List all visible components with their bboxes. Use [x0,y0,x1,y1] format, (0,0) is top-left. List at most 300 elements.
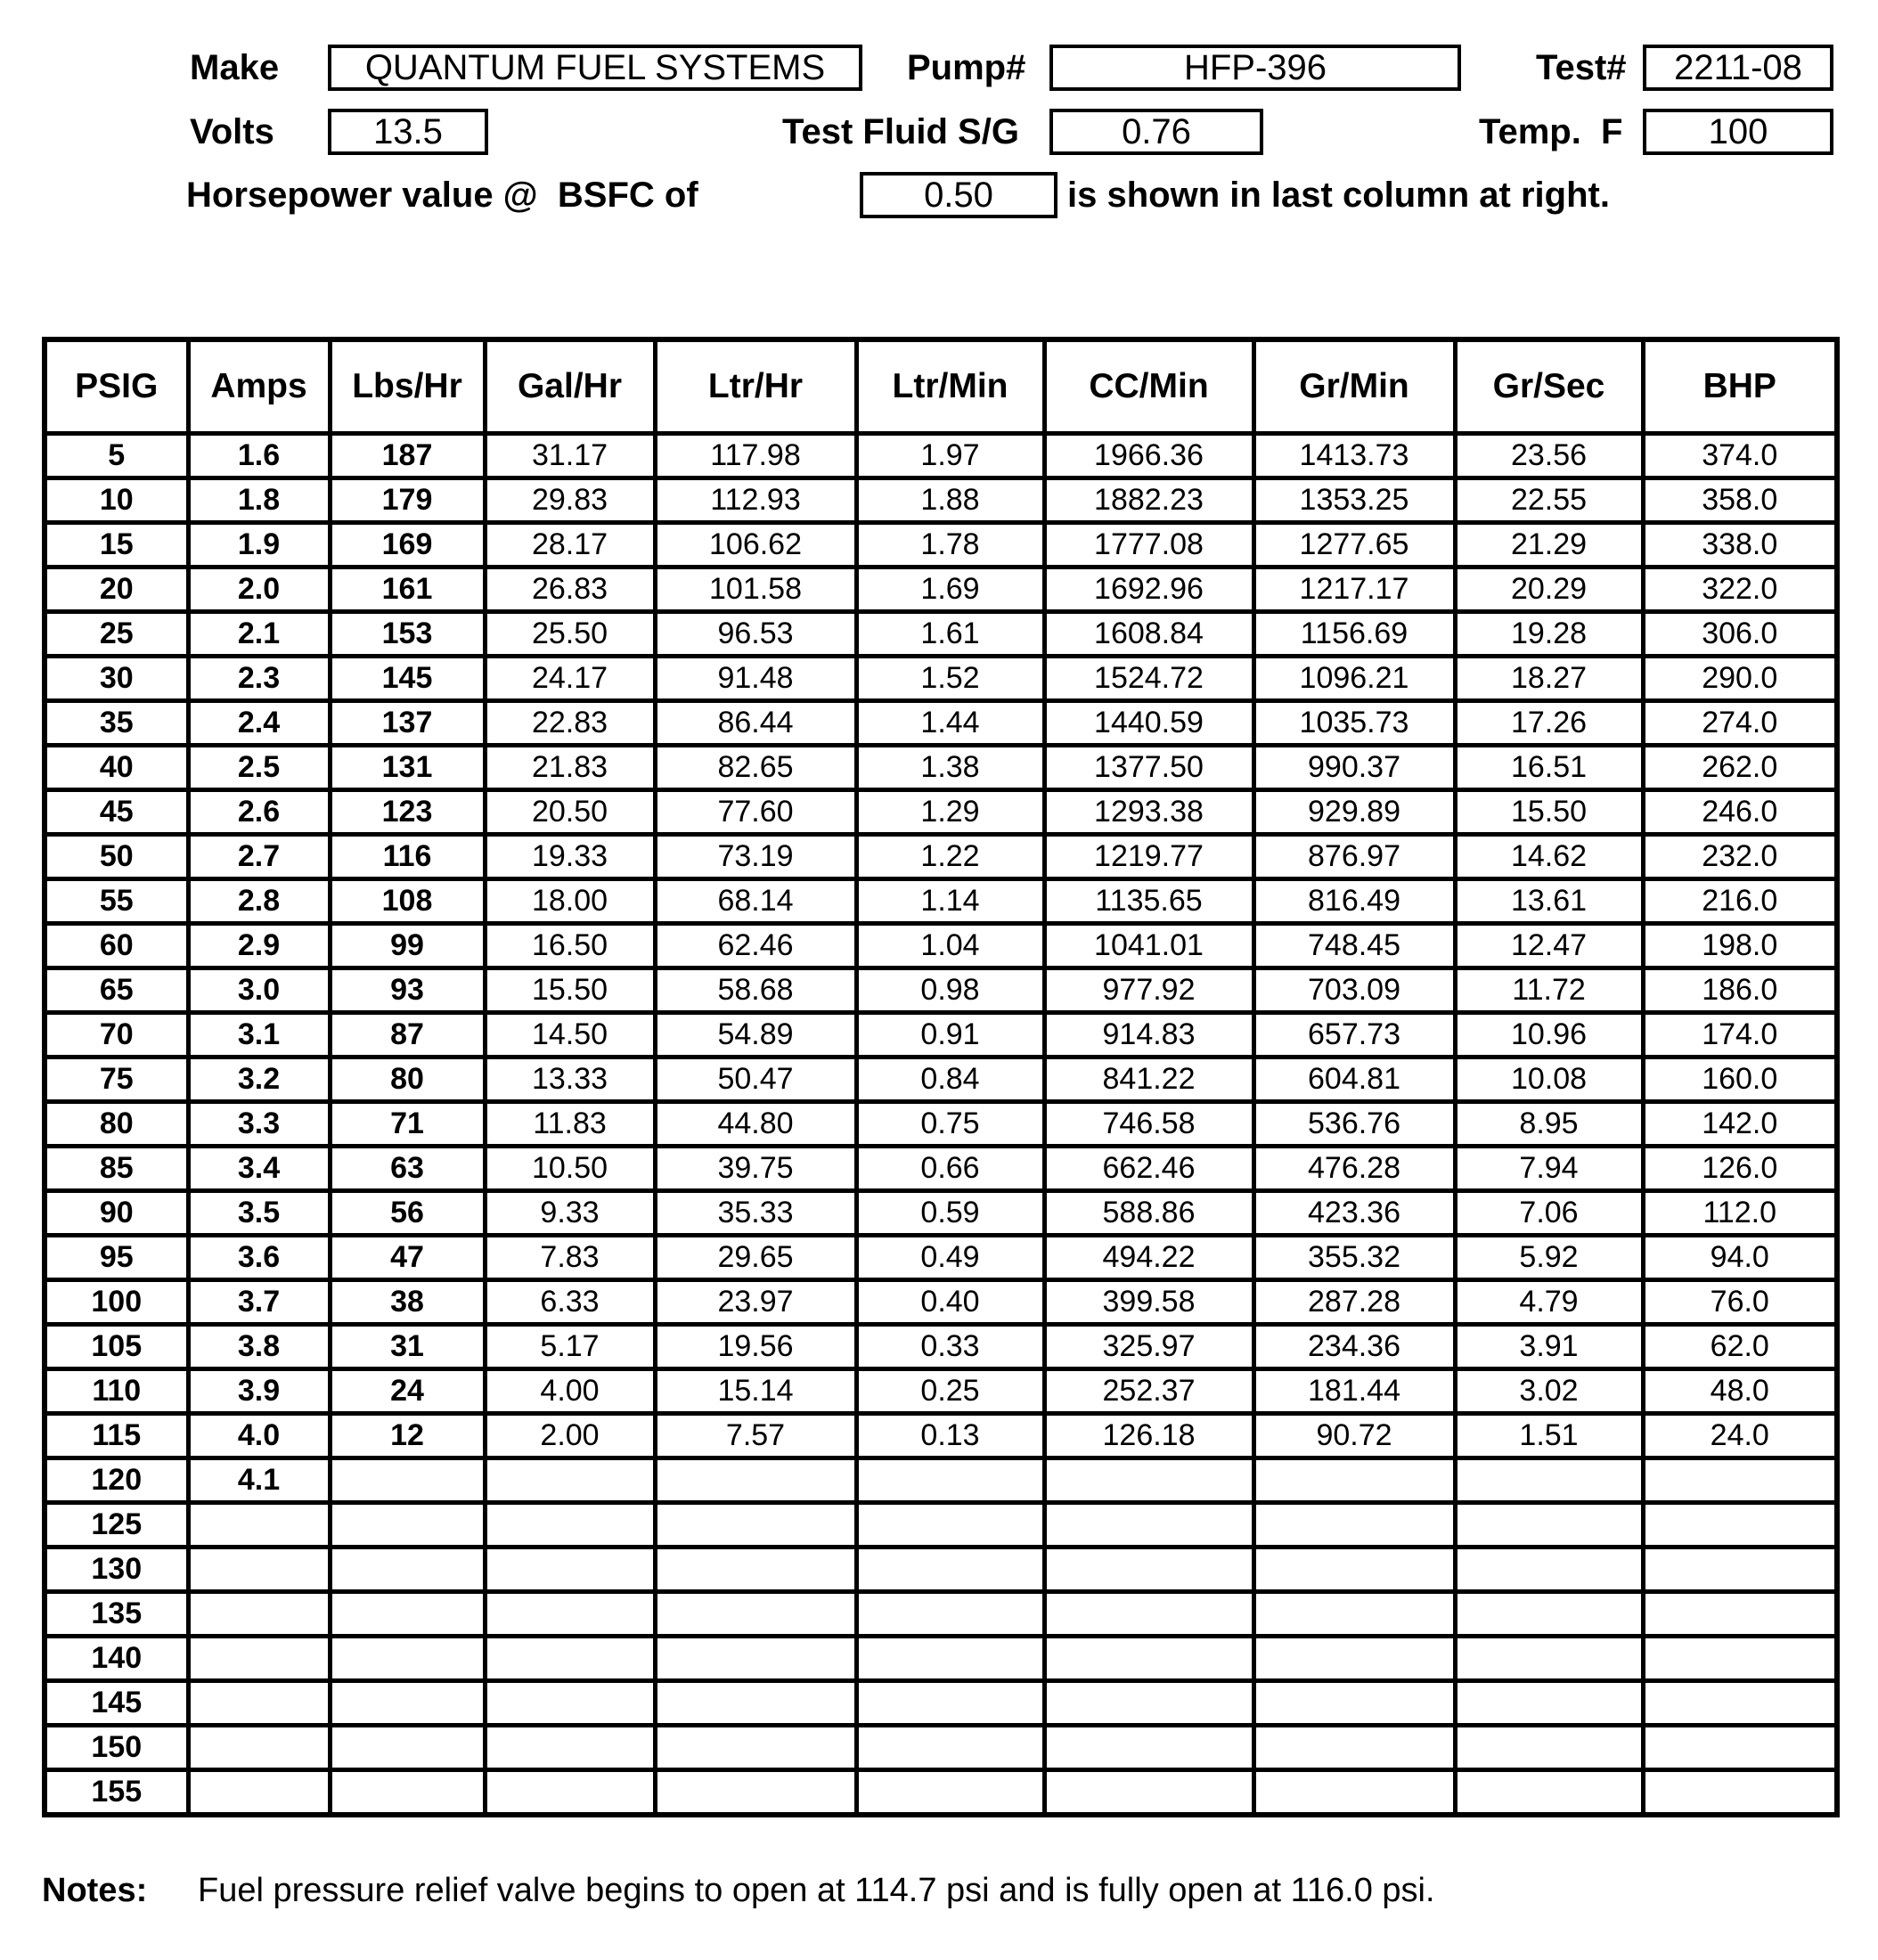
cell: 1.61 [856,612,1044,657]
cell: 25.50 [485,612,655,657]
cell: 338.0 [1643,523,1837,568]
cell: 20 [45,568,188,612]
table-row [45,434,1837,478]
cell: 179 [330,478,485,523]
cell: 15.14 [655,1369,856,1414]
cell [856,1592,1044,1637]
cell: 10 [45,478,188,523]
cell: 150 [45,1726,188,1770]
pump-number-input[interactable]: HFP-396 [1049,45,1461,91]
cell: 35.33 [655,1191,856,1236]
cell: 125 [45,1503,188,1548]
cell: 99 [330,924,485,968]
cell: 18.00 [485,879,655,924]
table-row [45,790,1837,835]
cell: 1777.08 [1044,523,1253,568]
bsfc-suffix-label: is shown in last column at right. [1067,176,1610,215]
volts-input[interactable]: 13.5 [328,109,488,155]
cell: 90 [45,1191,188,1236]
cell: 131 [330,746,485,790]
cell: 135 [45,1592,188,1637]
cell: 155 [45,1770,188,1816]
cell: 86.44 [655,701,856,746]
cell: 1524.72 [1044,657,1253,701]
cell [655,1681,856,1726]
table-row [45,1592,1837,1637]
cell: 50 [45,835,188,879]
cell: 47 [330,1236,485,1280]
cell: 23.97 [655,1280,856,1325]
cell: 476.28 [1253,1147,1455,1191]
cell [1253,1681,1455,1726]
cell: 287.28 [1253,1280,1455,1325]
cell: 1.51 [1455,1414,1643,1458]
cell: 94.0 [1643,1236,1837,1280]
column-header: Gal/Hr [485,339,655,434]
cell: 1.78 [856,523,1044,568]
cell: 77.60 [655,790,856,835]
cell: 657.73 [1253,1013,1455,1058]
column-header: Gr/Sec [1455,339,1643,434]
cell: 4.00 [485,1369,655,1414]
cell: 746.58 [1044,1102,1253,1147]
cell: 5.17 [485,1325,655,1369]
cell: 130 [45,1548,188,1592]
make-input[interactable]: QUANTUM FUEL SYSTEMS [328,45,862,91]
cell: 536.76 [1253,1102,1455,1147]
cell [485,1503,655,1548]
cell: 234.36 [1253,1325,1455,1369]
cell: 0.91 [856,1013,1044,1058]
table-row [45,523,1837,568]
cell: 232.0 [1643,835,1837,879]
cell: 96.53 [655,612,856,657]
cell: 15.50 [1455,790,1643,835]
cell: 29.83 [485,478,655,523]
bsfc-input[interactable]: 0.50 [860,172,1057,218]
cell: 2.9 [188,924,330,968]
cell: 14.50 [485,1013,655,1058]
cell: 140 [45,1637,188,1681]
cell: 662.46 [1044,1147,1253,1191]
table-row [45,1548,1837,1592]
cell: 816.49 [1253,879,1455,924]
cell [1253,1726,1455,1770]
cell: 12.47 [1455,924,1643,968]
cell: 703.09 [1253,968,1455,1013]
table-row [45,1280,1837,1325]
cell: 35 [45,701,188,746]
cell: 2.5 [188,746,330,790]
cell: 7.94 [1455,1147,1643,1191]
cell: 841.22 [1044,1058,1253,1102]
cell [1455,1770,1643,1816]
cell [1253,1770,1455,1816]
cell [330,1770,485,1816]
cell: 1156.69 [1253,612,1455,657]
cell [1044,1637,1253,1681]
table-row [45,1369,1837,1414]
cell: 494.22 [1044,1236,1253,1280]
cell: 3.0 [188,968,330,1013]
cell: 0.40 [856,1280,1044,1325]
cell: 62.46 [655,924,856,968]
cell: 22.83 [485,701,655,746]
cell: 1.69 [856,568,1044,612]
cell: 1.38 [856,746,1044,790]
test-number-input[interactable]: 2211-08 [1643,45,1833,91]
cell: 11.83 [485,1102,655,1147]
cell: 0.59 [856,1191,1044,1236]
cell: 1413.73 [1253,434,1455,478]
cell: 0.98 [856,968,1044,1013]
cell: 56 [330,1191,485,1236]
cell: 3.2 [188,1058,330,1102]
cell: 76.0 [1643,1280,1837,1325]
cell: 1692.96 [1044,568,1253,612]
cell: 2.4 [188,701,330,746]
table-row [45,1770,1837,1816]
cell [188,1726,330,1770]
cell: 1219.77 [1044,835,1253,879]
cell [655,1503,856,1548]
cell: 70 [45,1013,188,1058]
cell: 0.66 [856,1147,1044,1191]
cell [1455,1503,1643,1548]
cell [330,1503,485,1548]
cell: 186.0 [1643,968,1837,1013]
cell: 91.48 [655,657,856,701]
table-row [45,657,1837,701]
cell [1455,1726,1643,1770]
cell: 25 [45,612,188,657]
cell [1044,1681,1253,1726]
cell: 929.89 [1253,790,1455,835]
table-row [45,746,1837,790]
table-row [45,1458,1837,1503]
cell: 0.75 [856,1102,1044,1147]
cell [1044,1503,1253,1548]
cell: 31 [330,1325,485,1369]
column-header: Gr/Min [1253,339,1455,434]
cell: 374.0 [1643,434,1837,478]
table-row [45,1102,1837,1147]
cell: 105 [45,1325,188,1369]
cell [1643,1681,1837,1726]
cell [856,1548,1044,1592]
cell: 1293.38 [1044,790,1253,835]
cell: 1041.01 [1044,924,1253,968]
flow-data-table [42,337,1840,1817]
table-row [45,1058,1837,1102]
cell: 290.0 [1643,657,1837,701]
cell: 31.17 [485,434,655,478]
cell: 4.79 [1455,1280,1643,1325]
cell: 1277.65 [1253,523,1455,568]
table-row [45,1681,1837,1726]
cell [655,1592,856,1637]
table-row [45,1325,1837,1369]
cell: 15 [45,523,188,568]
cell [1253,1458,1455,1503]
cell: 252.37 [1044,1369,1253,1414]
cell: 1.97 [856,434,1044,478]
cell: 1.6 [188,434,330,478]
cell: 2.7 [188,835,330,879]
cell: 106.62 [655,523,856,568]
cell: 2.00 [485,1414,655,1458]
table-header-row [45,339,1837,434]
cell [655,1726,856,1770]
cell: 20.29 [1455,568,1643,612]
table-row [45,1414,1837,1458]
cell: 19.28 [1455,612,1643,657]
cell [485,1548,655,1592]
cell: 322.0 [1643,568,1837,612]
cell [188,1548,330,1592]
cell: 39.75 [655,1147,856,1191]
cell: 82.65 [655,746,856,790]
cell: 18.27 [1455,657,1643,701]
cell: 10.08 [1455,1058,1643,1102]
cell [330,1637,485,1681]
cell: 174.0 [1643,1013,1837,1058]
cell: 126.18 [1044,1414,1253,1458]
cell: 1096.21 [1253,657,1455,701]
cell [485,1458,655,1503]
cell: 181.44 [1253,1369,1455,1414]
pump-number-label: Pump# [907,48,1026,87]
cell: 90.72 [1253,1414,1455,1458]
cell [1643,1458,1837,1503]
cell: 24 [330,1369,485,1414]
cell: 28.17 [485,523,655,568]
cell: 44.80 [655,1102,856,1147]
cell: 7.57 [655,1414,856,1458]
cell [1044,1458,1253,1503]
temp-label: Temp. F [1479,112,1623,151]
cell: 1882.23 [1044,478,1253,523]
cell [188,1637,330,1681]
cell: 160.0 [1643,1058,1837,1102]
cell: 50.47 [655,1058,856,1102]
cell: 325.97 [1044,1325,1253,1369]
cell: 399.58 [1044,1280,1253,1325]
test-fluid-sg-input[interactable]: 0.76 [1049,109,1263,155]
cell [655,1770,856,1816]
cell: 17.26 [1455,701,1643,746]
cell [856,1503,1044,1548]
cell [188,1770,330,1816]
cell: 13.33 [485,1058,655,1102]
column-header: Lbs/Hr [330,339,485,434]
cell: 22.55 [1455,478,1643,523]
cell: 126.0 [1643,1147,1837,1191]
volts-label: Volts [190,112,274,151]
cell: 87 [330,1013,485,1058]
cell [1643,1503,1837,1548]
cell: 355.32 [1253,1236,1455,1280]
table-row [45,612,1837,657]
cell: 54.89 [655,1013,856,1058]
cell: 48.0 [1643,1369,1837,1414]
cell: 112.0 [1643,1191,1837,1236]
cell: 3.02 [1455,1369,1643,1414]
cell: 26.83 [485,568,655,612]
cell: 7.83 [485,1236,655,1280]
table-row [45,924,1837,968]
cell: 748.45 [1253,924,1455,968]
cell: 977.92 [1044,968,1253,1013]
cell [655,1458,856,1503]
cell: 5 [45,434,188,478]
cell: 1353.25 [1253,478,1455,523]
cell: 1.9 [188,523,330,568]
cell: 45 [45,790,188,835]
table-row [45,701,1837,746]
cell [856,1637,1044,1681]
table-row [45,968,1837,1013]
cell: 1966.36 [1044,434,1253,478]
cell [1643,1770,1837,1816]
cell: 75 [45,1058,188,1102]
cell [1455,1637,1643,1681]
cell: 1608.84 [1044,612,1253,657]
cell [856,1681,1044,1726]
cell: 73.19 [655,835,856,879]
cell: 100 [45,1280,188,1325]
cell: 1.04 [856,924,1044,968]
cell [1253,1637,1455,1681]
cell: 101.58 [655,568,856,612]
cell: 65 [45,968,188,1013]
cell: 990.37 [1253,746,1455,790]
cell: 876.97 [1253,835,1455,879]
bsfc-prefix-label: Horsepower value @ BSFC of [186,176,698,215]
cell [188,1681,330,1726]
cell: 1217.17 [1253,568,1455,612]
cell: 3.5 [188,1191,330,1236]
cell: 2.0 [188,568,330,612]
cell: 14.62 [1455,835,1643,879]
cell [330,1726,485,1770]
cell: 15.50 [485,968,655,1013]
cell [856,1458,1044,1503]
cell [1455,1548,1643,1592]
cell: 137 [330,701,485,746]
cell: 187 [330,434,485,478]
cell: 1.29 [856,790,1044,835]
cell: 1.52 [856,657,1044,701]
column-header: PSIG [45,339,188,434]
column-header: Ltr/Min [856,339,1044,434]
cell: 1440.59 [1044,701,1253,746]
table-row [45,1503,1837,1548]
cell: 108 [330,879,485,924]
cell: 1.14 [856,879,1044,924]
cell: 95 [45,1236,188,1280]
cell: 24.17 [485,657,655,701]
cell [856,1726,1044,1770]
cell: 161 [330,568,485,612]
cell: 1.88 [856,478,1044,523]
column-header: BHP [1643,339,1837,434]
cell [330,1458,485,1503]
cell: 3.8 [188,1325,330,1369]
cell: 2.8 [188,879,330,924]
cell: 12 [330,1414,485,1458]
table-row [45,879,1837,924]
cell: 55 [45,879,188,924]
cell: 10.50 [485,1147,655,1191]
table-row [45,478,1837,523]
cell: 93 [330,968,485,1013]
test-number-label: Test# [1536,48,1627,87]
cell: 16.51 [1455,746,1643,790]
cell: 13.61 [1455,879,1643,924]
table-row [45,568,1837,612]
cell: 23.56 [1455,434,1643,478]
cell: 10.96 [1455,1013,1643,1058]
cell: 40 [45,746,188,790]
cell [1643,1548,1837,1592]
cell: 145 [330,657,485,701]
cell [330,1681,485,1726]
cell: 21.29 [1455,523,1643,568]
cell: 358.0 [1643,478,1837,523]
cell [1044,1592,1253,1637]
cell: 4.0 [188,1414,330,1458]
cell: 24.0 [1643,1414,1837,1458]
cell: 3.6 [188,1236,330,1280]
cell [330,1548,485,1592]
cell: 306.0 [1643,612,1837,657]
cell: 20.50 [485,790,655,835]
cell: 110 [45,1369,188,1414]
cell: 123 [330,790,485,835]
cell: 8.95 [1455,1102,1643,1147]
cell: 62.0 [1643,1325,1837,1369]
table-row [45,835,1837,879]
cell: 216.0 [1643,879,1837,924]
make-label: Make [190,48,280,87]
cell: 153 [330,612,485,657]
cell: 80 [45,1102,188,1147]
cell: 262.0 [1643,746,1837,790]
cell [1455,1681,1643,1726]
cell: 2.3 [188,657,330,701]
cell: 6.33 [485,1280,655,1325]
cell: 29.65 [655,1236,856,1280]
column-header: Ltr/Hr [655,339,856,434]
cell: 30 [45,657,188,701]
cell: 588.86 [1044,1191,1253,1236]
cell: 71 [330,1102,485,1147]
temp-input[interactable]: 100 [1643,109,1833,155]
column-header: Amps [188,339,330,434]
cell: 1135.65 [1044,879,1253,924]
cell: 3.9 [188,1369,330,1414]
cell [1643,1592,1837,1637]
cell [1044,1726,1253,1770]
cell [188,1503,330,1548]
cell: 1.8 [188,478,330,523]
table-row [45,1013,1837,1058]
cell: 3.4 [188,1147,330,1191]
cell: 38 [330,1280,485,1325]
cell: 21.83 [485,746,655,790]
column-header: CC/Min [1044,339,1253,434]
